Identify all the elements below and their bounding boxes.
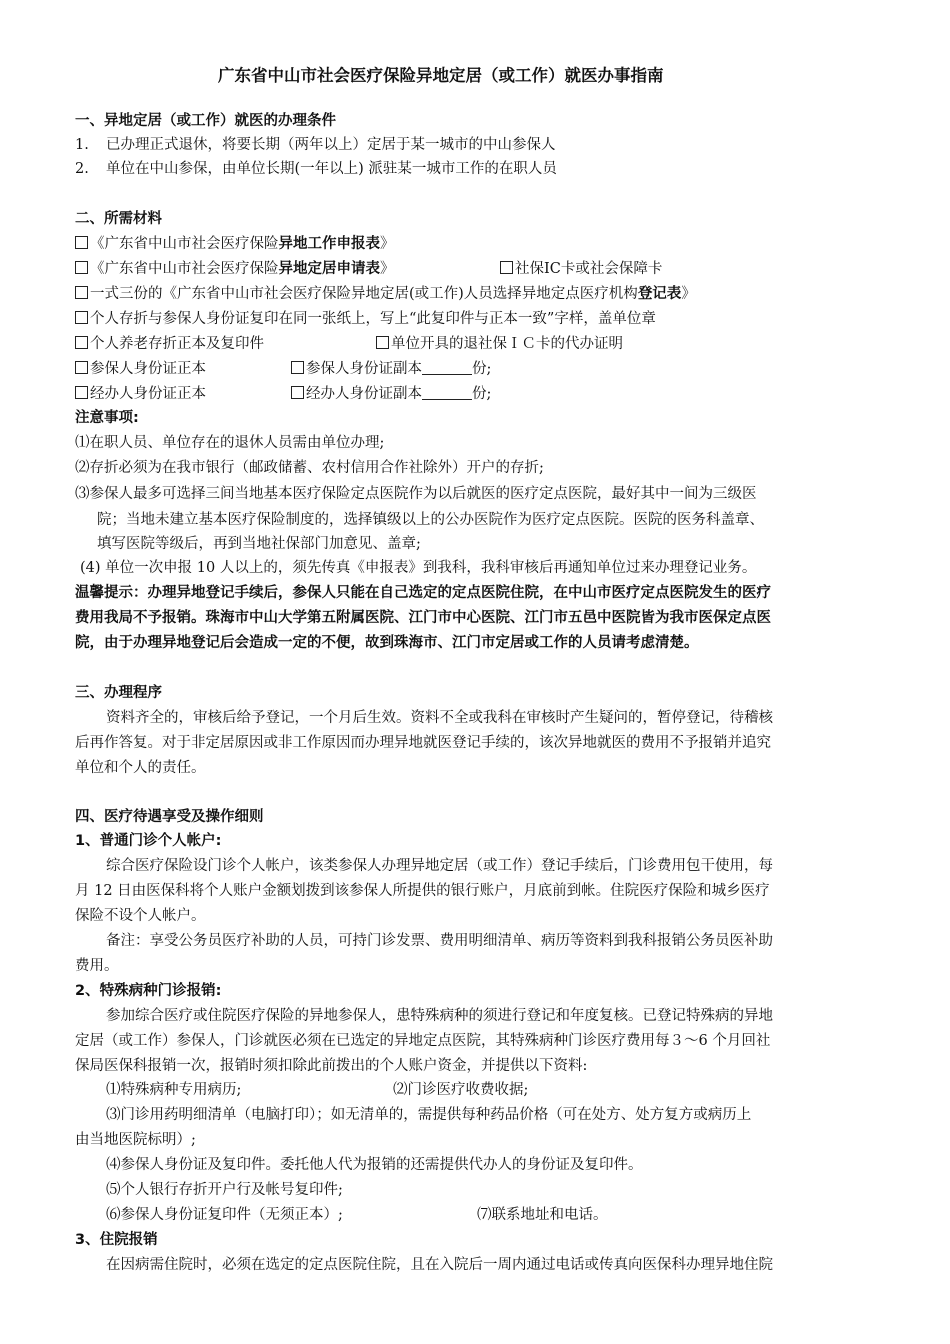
material-7-right: 经办人身份证副本 份; (291, 384, 491, 404)
procedure-line-3: 单位和个人的责任。 (75, 760, 206, 776)
subsection-2-heading: 2、特殊病种门诊报销: (75, 983, 222, 999)
warm-tip-line-3: 院，由于办理异地登记后会造成一定的不便，故到珠海市、江门市定居或工作的人员请考虑清楚。 (75, 635, 699, 651)
subsection-3-heading: 3、住院报销 (75, 1232, 158, 1248)
doc-item-1: ⑴特殊病种专用病历; (106, 1082, 242, 1098)
remark-line-1: 备注：享受公务员医疗补助的人员，可持门诊发票、费用明细清单、病历等资料到我科报销公务员医补助 (106, 933, 773, 949)
material-3: 一式三份的《广东省中山市社会医疗保险异地定居(或工作)人员选择异地定点医疗机构登记表》 (75, 284, 696, 304)
material-6: 参保人身份证正本 (75, 359, 206, 379)
doc-item-5: ⑸个人银行存折开户行及帐号复印件; (106, 1182, 343, 1198)
condition-2: 单位在中山参保，由单位长期(一年以上) 派驻某一城市工作的在职人员 (106, 161, 557, 177)
doc-item-4: ⑷参保人身份证及复印件。委托他人代为报销的还需提供代办人的身份证及复印件。 (106, 1157, 643, 1173)
special-line-2: 定居（或工作）参保人，门诊就医必须在已选定的异地定点医院，其特殊病种门诊医疗费用每３～6 个月回社 (75, 1033, 771, 1049)
checkbox[interactable] (75, 286, 88, 299)
note-1: ⑴在职人员、单位存在的退休人员需由单位办理; (75, 435, 385, 451)
checkbox[interactable] (291, 361, 304, 374)
checkbox[interactable] (500, 261, 513, 274)
material-ic-card: 社保IC卡或社会保障卡 (500, 259, 662, 279)
condition-1-number: 1. (75, 137, 89, 153)
material-6-right: 参保人身份证副本 份; (291, 359, 491, 379)
checkbox[interactable] (75, 361, 88, 374)
material-2: 《广东省中山市社会医疗保险异地定居申请表》 (75, 259, 395, 279)
copies-blank[interactable] (422, 360, 472, 375)
note-3: ⑶参保人最多可选择三间当地基本医疗保险定点医院作为以后就医的医疗定点医院，最好其中一间为三级医 (75, 486, 757, 502)
account-line-2: 月 12 日由医保科将个人账户金额划拨到该参保人所提供的银行账户，月底前到帐。住院医疗保险和城乡医疗 (75, 883, 770, 899)
account-line-3: 保险不设个人帐户。 (75, 908, 206, 924)
material-7: 经办人身份证正本 (75, 384, 206, 404)
checkbox[interactable] (75, 236, 88, 249)
checkbox[interactable] (291, 386, 304, 399)
checkbox[interactable] (75, 386, 88, 399)
checkbox[interactable] (376, 336, 389, 349)
warm-tip-line-1: 温馨提示：办理异地登记手续后，参保人只能在自己选定的定点医院住院，在中山市医疗定点医院发生的医疗 (75, 585, 771, 601)
section-4-heading: 四、医疗待遇享受及操作细则 (75, 809, 264, 825)
note-2: ⑵存折必须为在我市银行（邮政储蓄、农村信用合作社除外）开户的存折; (75, 460, 544, 476)
material-4: 个人存折与参保人身份证复印在同一张纸上，写上“此复印件与正本一致”字样，盖单位章 (75, 309, 656, 329)
account-line-1: 综合医疗保险设门诊个人帐户，该类参保人办理异地定居（或工作）登记手续后，门诊费用包干使用，每 (106, 858, 773, 874)
doc-item-2: ⑵门诊医疗收费收据; (393, 1082, 529, 1098)
note-4: (4) 单位一次申报 10 人以上的，须先传真《申报表》到我科，我科审核后再通知单位过来办理登记业务。 (80, 560, 757, 576)
doc-item-3: ⑶门诊用药明细清单（电脑打印）；如无清单的，需提供每种药品价格（可在处方、处方复方或病历上 (106, 1107, 752, 1123)
subsection-1-heading: 1、普通门诊个人帐户: (75, 833, 222, 849)
checkbox[interactable] (75, 336, 88, 349)
material-5-right: 单位开具的退社保ＩＣ卡的代办证明 (376, 334, 623, 354)
section-1-heading: 一、异地定居（或工作）就医的办理条件 (75, 113, 336, 129)
doc-item-6: ⑹参保人身份证复印件（无须正本）; (106, 1207, 343, 1223)
doc-item-7: ⑺联系地址和电话。 (477, 1207, 608, 1223)
condition-1: 已办理正式退休，将要长期（两年以上）定居于某一城市的中山参保人 (106, 137, 556, 153)
notes-heading: 注意事项: (75, 410, 139, 426)
remark-line-2: 费用。 (75, 958, 119, 974)
material-5: 个人养老存折正本及复印件 (75, 334, 264, 354)
warm-tip-line-2: 费用我局不予报销。珠海市中山大学第五附属医院、江门市中心医院、江门市五邑中医院皆为我市医保定点医 (75, 610, 771, 626)
material-1: 《广东省中山市社会医疗保险异地工作申报表》 (75, 234, 395, 254)
procedure-line-2: 后再作答复。对于非定居原因或非工作原因而办理异地就医登记手续的，该次异地就医的费用不予报销并追究 (75, 735, 771, 751)
note-3-line-2: 院；当地未建立基本医疗保险制度的，选择镇级以上的公办医院作为医疗定点医院。医院的医务科盖章、 (97, 512, 764, 528)
note-3-line-3: 填写医院等级后，再到当地社保部门加意见、盖章; (97, 536, 421, 552)
section-3-heading: 三、办理程序 (75, 685, 162, 701)
procedure-line-1: 资料齐全的，审核后给予登记，一个月后生效。资料不全或我科在审核时产生疑问的，暂停登记，待稽核 (106, 710, 773, 726)
copies-blank[interactable] (422, 385, 472, 400)
hospital-line-1: 在因病需住院时，必须在选定的定点医院住院，且在入院后一周内通过电话或传真向医保科办理异地住院 (106, 1257, 773, 1273)
checkbox[interactable] (75, 311, 88, 324)
checkbox[interactable] (75, 261, 88, 274)
section-2-heading: 二、所需材料 (75, 211, 162, 227)
special-line-3: 保局医保科报销一次，报销时须扣除此前拨出的个人账户资金，并提供以下资料: (75, 1058, 588, 1074)
condition-2-number: 2. (75, 161, 89, 177)
doc-item-3-line-2: 由当地医院标明）; (75, 1132, 196, 1148)
page-title: 广东省中山市社会医疗保险异地定居（或工作）就医办事指南 (218, 66, 664, 85)
special-line-1: 参加综合医疗或住院医疗保险的异地参保人，患特殊病种的须进行登记和年度复核。已登记特殊病的异地 (106, 1008, 773, 1024)
